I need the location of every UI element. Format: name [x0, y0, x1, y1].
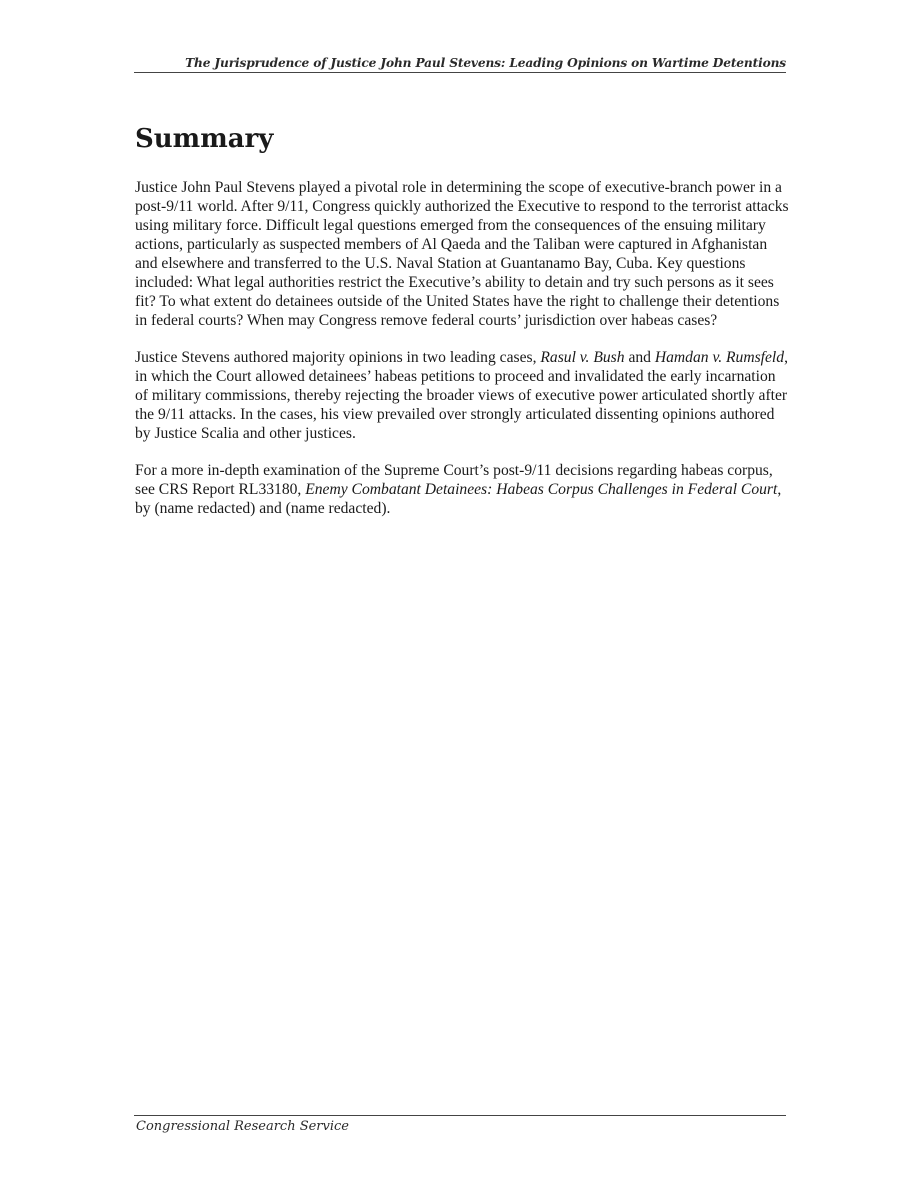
- summary-paragraph-3: [135, 461, 791, 518]
- summary-body: [135, 178, 791, 536]
- case-citation-hamdan: Hamdan v. Rumsfeld: [654, 349, 785, 366]
- summary-paragraph-2: [135, 348, 791, 443]
- paragraph-text: , by (name redacted) and (name redacted).: [135, 481, 782, 517]
- paragraph-text: Justice Stevens authored majority opinions in two leading cases,: [135, 349, 541, 366]
- paragraph-text: , in which the Court allowed detainees’ habeas petitions to proceed and invalidated the early incarnation of military commissions, thereby rejecting the broader views of executive power articulated shortly after the 9/11 attacks. In the cases, his view prevailed over strongly articulated dissenting opinions authored by Justice Scalia and other justices.: [135, 349, 788, 442]
- footer-divider: [134, 1115, 786, 1116]
- header-divider: [134, 72, 786, 73]
- summary-paragraph-1: Justice John Paul Stevens played a pivotal role in determining the scope of executive-branch power in a post-9/11 world. After 9/11, Congress quickly authorized the Executive to respond to the terrorist attacks using military force. Difficult legal questions emerged from the consequences of the ensuing military actions, particularly as suspected members of Al Qaeda and the Taliban were captured in Afghanistan and elsewhere and transferred to the U.S. Naval Station at Guantanamo Bay, Cuba. Key questions included: What legal authorities restrict the Executive’s ability to detain and try such persons as it sees fit? To what extent do detainees outside of the United States have the right to challenge their detentions in federal courts? When may Congress remove federal courts’ jurisdiction over habeas cases?: [135, 179, 789, 329]
- running-header: The Jurisprudence of Justice John Paul Stevens: Leading Opinions on Wartime Detentions: [185, 56, 786, 70]
- page-title: Summary: [135, 124, 274, 154]
- paragraph-text: and: [624, 349, 655, 366]
- report-title: Enemy Combatant Detainees: Habeas Corpus Challenges in Federal Court: [305, 481, 778, 498]
- footer-publisher: Congressional Research Service: [136, 1119, 350, 1134]
- case-citation-rasul: Rasul v. Bush: [540, 349, 625, 366]
- paragraph-text: For a more in-depth examination of the Supreme Court’s post-9/11 decisions regarding habeas corpus, see CRS Report RL33180,: [135, 462, 773, 498]
